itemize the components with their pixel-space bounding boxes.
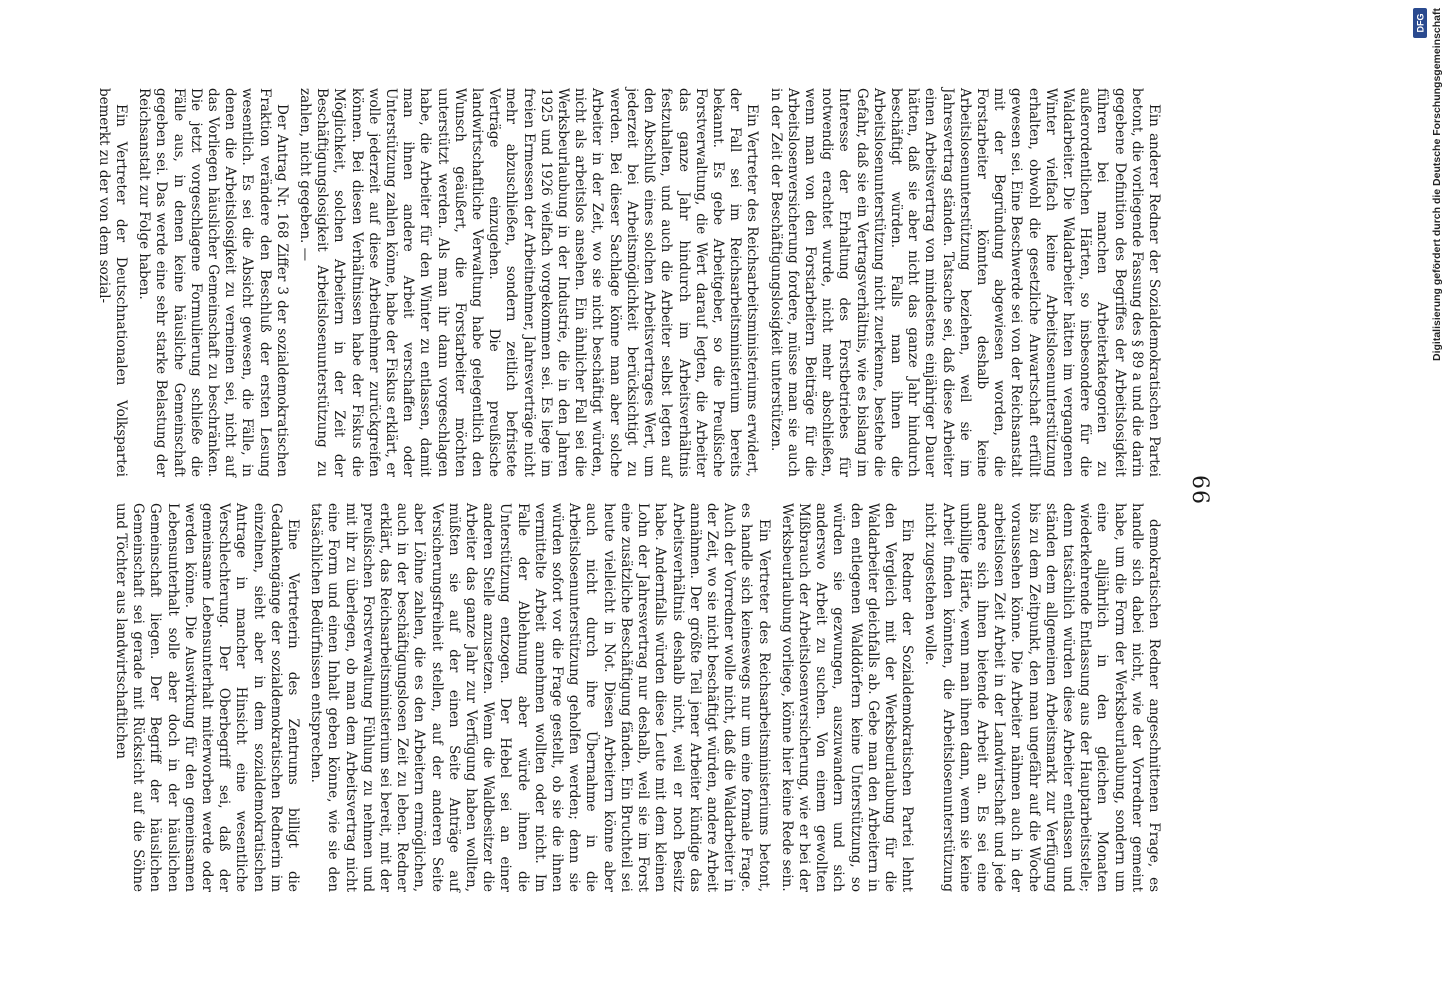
left-column — [89, 88, 1162, 477]
digitization-notice — [1410, 8, 1443, 992]
paragraph: demokratischen Redner angeschnittenen Frage, es handle sich dabei nicht, wie der Vorredner gemeint habe, um die Form der Werksbeurlaubung, sondern um eine alljährlich in den gleichen Monaten wiederkehrende Entlassung aus der Hauptarbeitsstelle; denn tatsächlich würden diese Arbeiter entlassen und ständen dem allgemeinen Arbeitsmarkt zur Verfügung bis zu dem Zeitpunkt, den man ungefähr auf die Woche voraussehen könne. Die Arbeiter nähmen auch in der arbeitslosen Zeit Arbeit in der Landwirtschaft und jede andere sich ihnen bietende Arbeit an. Es sei eine unbillige Härte, wenn man ihnen dann, wenn sie keine Arbeit finden könnten, die Arbeitslosenunterstützung nicht zugestehen wolle. — [922, 503, 1162, 892]
paragraph: Ein Vertreter des Reichsarbeitsministeriums betont, es handle sich keineswegs nur um eine formale Frage. Auch der Vorredner wolle nicht, daß die Waldarbeiter in der Zeit, wo sie nicht beschäftigt würden, andere Arbeit annähmen. Der größte Teil jener Arbeiter kündige das Arbeitsverhältnis deshalb nicht, weil er noch Besitz habe. Andernfalls würden diese Leute mit dem kleinen Lohn der Jahresvertrag nur deshalb, weil sie im Forst eine zusätzliche Beschäftigung fänden. Ein Bruchteil sei heute vielleicht in Not. Diesen Arbeitern könne aber auch nicht durch ihre Übernahme in die Arbeitslosenunterstützung geholfen werden; denn sie würden sofort vor die Frage gestellt, ob sie die ihnen vermittelte Arbeit annehmen wollten oder nicht. Im Falle der Ablehnung aber würde ihnen die Unterstützung entzogen. Der Hebel sei an einer anderen Stelle anzusetzen. Wenn die Waldbesitzer die Arbeiter das ganze Jahr zur Verfügung haben wollten, müßten sie auf der einen Seite Anträge auf Versicherungsfreiheit stellen, auf der anderen Seite aber Löhne zahlen, die es den Arbeitern ermöglichen, auch in der beschäftigungslosen Zeit zu leben. Redner erklärt, das Reichsarbeitsministerium sei bereit, mit der preußischen Forstverwaltung Fühlung zu nehmen und mit ihr zu überlegen, ob man dem Arbeitsvertrag nicht eine Form und einen Inhalt geben könne, wie sie den tatsächlichen Bedürfnissen entsprechen. — [308, 503, 772, 892]
right-column — [89, 503, 1162, 892]
text-columns — [95, 88, 1162, 892]
paragraph: Ein anderer Redner der Sozialdemokratischen Partei betont, die vorliegende Fassung des § 89 a und die darin gegebene Definition des Begriffes der Arbeitslosigkeit führen bei manchen Arbeiterkategorien zu außerordentlichen Härten, so insbesondere für die Waldarbeiter. Die Waldarbeiter hätten im vergangenen Winter vielfach keine Arbeitslosenunterstützung erhalten, obwohl die gesetzliche Anwartschaft erfüllt gewesen sei. Eine Beschwerde sei von der Reichsanstalt mit der Begründung abgewiesen worden, die Forstarbeiter könnten deshalb keine Arbeitslosenunterstützung beziehen, weil sie im Jahresvertrag ständen. Tatsache sei, daß diese Arbeiter einen Arbeitsvertrag von mindestens einjähriger Dauer hätten, daß sie aber nicht das ganze Jahr hindurch beschäftigt würden. Falls man ihnen die Arbeitslosenunterstützung nicht zuerkenne, bestehe die Gefahr, daß sie ein Vertragsverhältnis, wie es bislang im Interesse der Erhaltung des Forstbetriebes für notwendig erachtet wurde, nicht mehr abschließen, wenn man von den Forstarbeitern Beiträge für die Arbeitslosenversicherung fordere, müsse man sie auch in der Zeit der Beschäftigungslosigkeit unterstützen. — [767, 88, 1162, 477]
document-page — [95, 80, 1220, 900]
paragraph: Eine Vertreterin des Zentrums billigt die Gedankengänge der sozialdemokratischen Rednerin im einzelnen, sieht aber in dem sozialdemokratischen Antrage in mancher Hinsicht eine wesentliche Verschlechterung. Der Oberbegriff sei, daß der gemeinsame Lebensunterhalt miterworben werde oder werden könne. Die Auswirkung für den gemeinsamen Lebensunterhalt solle aber doch in der häuslichen Gemeinschaft liegen. Der Begriff der häuslichen Gemeinschaft sei gerade mit Rücksicht auf die Söhne und Töchter aus landwirtschaftlichen — [113, 503, 302, 892]
paragraph: Ein Vertreter des Reichsarbeitsministeriums erwidert, der Fall sei im Reichsarbeitsministerium bereits bekannt. Es gebe Arbeitgeber, so die Preußische Forstverwaltung, die Wert darauf legten, die Arbeiter das ganze Jahr hindurch im Arbeitsverhältnis festzuhalten, und auch die Arbeiter selbst legten auf den Abschluß eines solchen Arbeitsvertrages Wert, um jederzeit bei Arbeitsmöglichkeit berücksichtigt zu werden. Bei dieser Sachlage könne man aber solche Arbeiter in der Zeit, wo sie nicht beschäftigt würden, nicht als arbeitslos ansehen. Ein ähnlicher Fall sei die Werksbeurlaubung in der Industrie, die in den Jahren 1925 und 1926 vielfach vorgekommen sei. Es liege im freien Ermessen der Arbeitnehmer, Jahresverträge nicht mehr abzuschließen, sondern zeitlich befristete Verträge einzugehen. Die preußische landwirtschaftliche Verwaltung habe gelegentlich den Wunsch geäußert, die Forstarbeiter möchten unterstützt werden. Als man ihr dann vorgeschlagen habe, die Arbeiter für den Winter zu entlassen, damit man ihnen andere Arbeit verschaffen oder Unterstützung zahlen könne, habe der Fiskus erklärt, er wolle jederzeit auf diese Arbeitnehmer zurückgreifen können. Bei diesen Verhältnissen habe der Fiskus die Möglichkeit, solchen Arbeitern in der Zeit der Beschäftigungslosigkeit Arbeitslosenunterstützung zu zahlen, nicht gegeben. — — [297, 88, 761, 477]
dfg-logo-text: DFG — [1415, 13, 1425, 33]
paragraph: Ein Vertreter der Deutschnationalen Volkspartei bemerkt zu der von dem sozial- — [95, 88, 130, 477]
digitization-notice-text: Digitalisierung gefördert durch die Deutsche Forschungsgemeinschaft — [1431, 8, 1443, 361]
paragraph: Ein Redner der Sozialdemokratischen Partei lehnt den Vergleich mit der Werksbeurlaubung für die Waldarbeiter gleichfalls ab. Gebe man den Arbeitern in den entlegenen Walddörfern keine Unterstützung, so würden sie gezwungen, auszuwandern und sich anderswo Arbeit zu suchen. Von einem gewollten Mißbrauch der Arbeitslosenversicherung, wie er bei der Werksbeurlaubung vorliege, könne hier keine Rede sein. — [778, 503, 916, 892]
page-number: 66 — [1187, 475, 1212, 505]
paragraph: Der Antrag Nr. 168 Ziffer 3 der sozialdemokratischen Fraktion verändere den Beschluß der ersten Lesung wesentlich. Es sei die Absicht gewesen, die Fälle, in denen die Arbeitslosigkeit zu verneinen sei, nicht auf das Vorliegen häuslicher Gemeinschaft zu beschränken. Die jetzt vorgeschlagene Formulierung schließe die Fälle aus, in denen keine häusliche Gemeinschaft gegeben sei. Das werde eine sehr starke Belastung der Reichsanstalt zur Folge haben. — [136, 88, 290, 477]
